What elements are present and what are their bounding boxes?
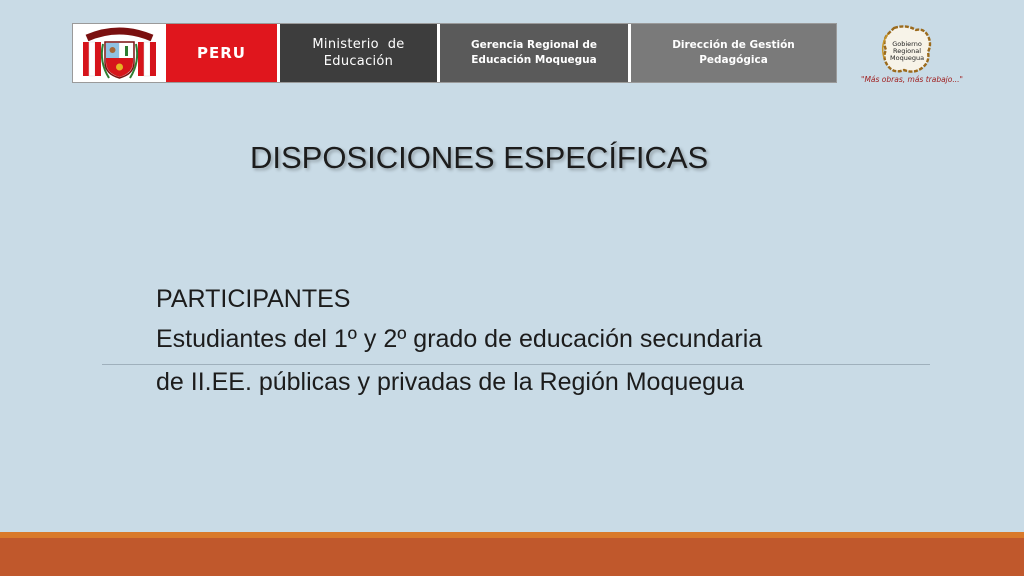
peru-label: PERU xyxy=(166,24,277,82)
gobierno-line-1: Gobierno xyxy=(892,40,922,48)
gobierno-line-2: Regional xyxy=(893,47,922,55)
gobierno-line-3: Moquegua xyxy=(890,54,925,62)
institutional-banner xyxy=(73,24,836,82)
gerencia-line-1: Gerencia Regional de xyxy=(470,39,598,51)
direccion-line-1: Dirección de Gestión xyxy=(672,39,795,51)
footer-bar xyxy=(0,538,1024,576)
ministry-line-1: Ministerio de xyxy=(312,37,405,52)
ministry-label xyxy=(280,24,437,82)
body-text-line-2: de II.EE. públicas y privadas de la Región Moquegua xyxy=(156,368,744,396)
gerencia-line-2: Educación Moquegua xyxy=(471,54,597,66)
gobierno-regional-text xyxy=(890,41,924,62)
gerencia-label xyxy=(440,24,628,82)
direccion-label xyxy=(631,24,836,82)
peru-coat-of-arms xyxy=(73,24,166,82)
gobierno-slogan: "Más obras, más trabajo..." xyxy=(861,75,963,84)
ministry-line-2: Educación xyxy=(323,54,394,69)
body-text-line-1: Estudiantes del 1º y 2º grado de educación secundaria xyxy=(156,325,763,353)
gobierno-regional-logo xyxy=(858,22,968,88)
section-heading: PARTICIPANTES xyxy=(156,285,351,313)
divider-line xyxy=(102,364,930,365)
slide-title: DISPOSICIONES ESPECÍFICAS xyxy=(250,140,709,175)
direccion-line-2: Pedagógica xyxy=(699,54,768,66)
